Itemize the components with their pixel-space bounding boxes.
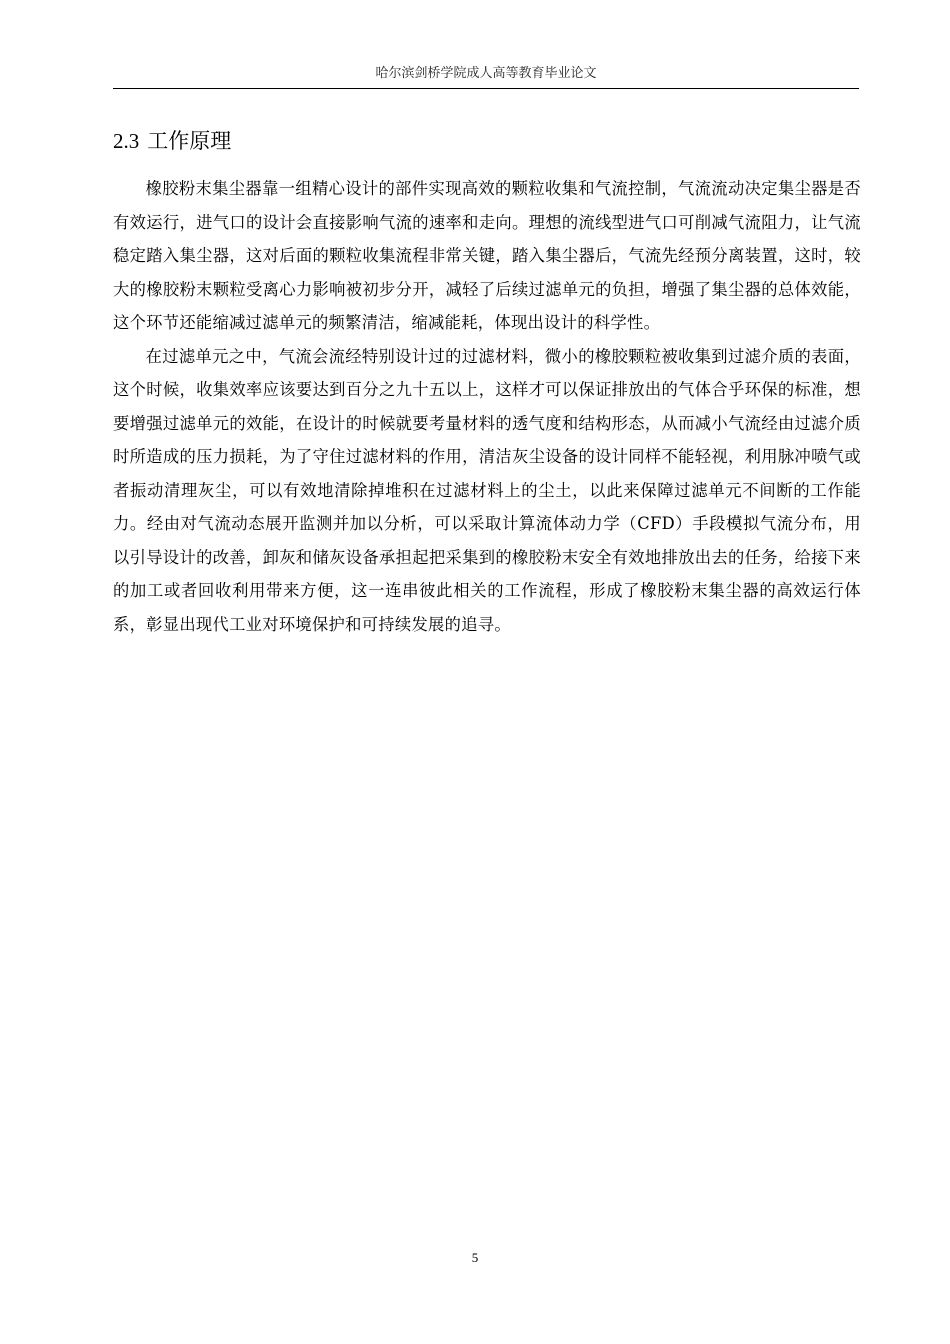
paragraph: 在过滤单元之中，气流会流经特别设计过的过滤材料，微小的橡胶颗粒被收集到过滤介质的表面，这个时候，收集效率应该要达到百分之九十五以上，这样才可以保证排放出的气体合乎环保的标准，想要增强过滤单元的效能，在设计的时候就要考量材料的透气度和结构形态，从而减小气流经由过滤介质时所造成的压力损耗，为了守住过滤材料的作用，清洁灰尘设备的设计同样不能轻视，利用脉冲喷气或者振动清理灰尘，可以有效地清除掉堆积在过滤材料上的尘土，以此来保障过滤单元不间断的工作能力。经由对气流动态展开监测并加以分析，可以采取计算流体动力学（CFD）手段模拟气流分布，用以引导设计的改善，卸灰和储灰设备承担起把采集到的橡胶粉末安全有效地排放出去的任务，给接下来的加工或者回收利用带来方便，这一连串彼此相关的工作流程，形成了橡胶粉末集尘器的高效运行体系，彰显出现代工业对环境保护和可持续发展的追寻。 <box>113 346 861 634</box>
page-number: 5 <box>471 1250 479 1265</box>
body-text <box>113 172 861 641</box>
paragraph: 橡胶粉末集尘器靠一组精心设计的部件实现高效的颗粒收集和气流控制，气流流动决定集尘器是否有效运行，进气口的设计会直接影响气流的速率和走向。理想的流线型进气口可削减气流阻力，让气流稳定踏入集尘器，这对后面的颗粒收集流程非常关键，踏入集尘器后，气流先经预分离装置，这时，较大的橡胶粉末颗粒受离心力影响被初步分开，减轻了后续过滤单元的负担，增强了集尘器的总体效能，这个环节还能缩减过滤单元的频繁清洁，缩减能耗，体现出设计的科学性。 <box>113 179 861 332</box>
section-heading <box>113 126 231 156</box>
section-number: 2.3 <box>113 129 140 153</box>
header-divider <box>113 88 859 89</box>
section-title: 工作原理 <box>147 129 232 153</box>
running-header: 哈尔滨剑桥学院成人高等教育毕业论文 <box>375 66 597 81</box>
